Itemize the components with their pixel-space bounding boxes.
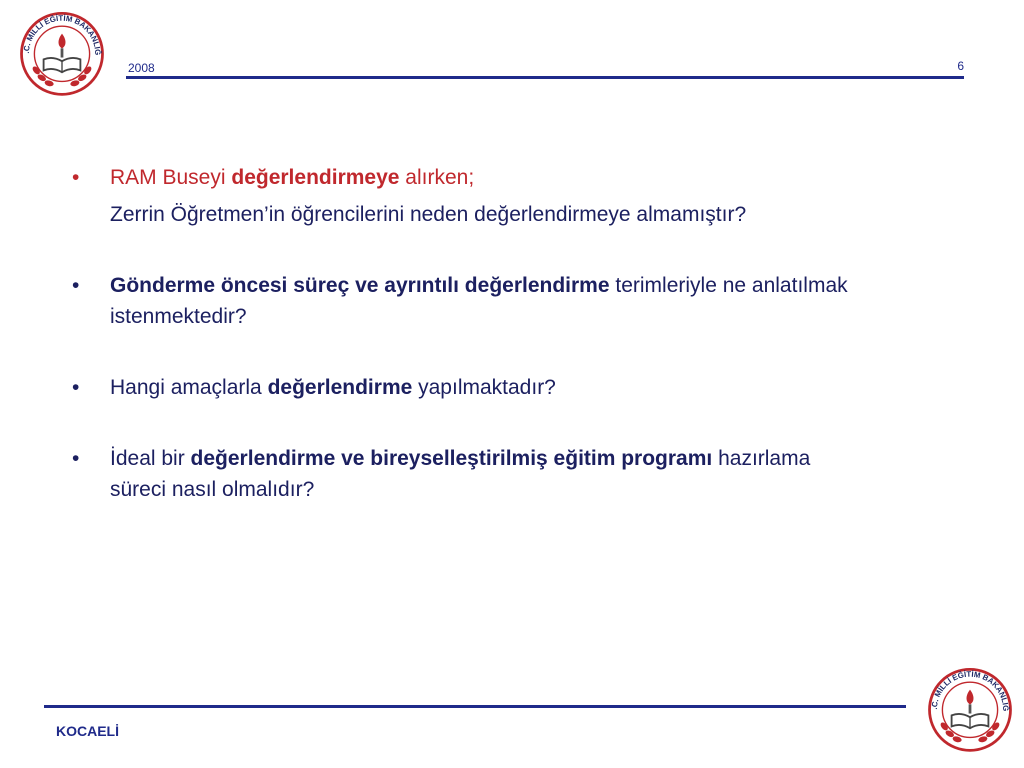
svg-text:T.C. MİLLİ EĞİTİM BAKANLIĞI: .C. MİLLİ EĞİTİM BAKANLIĞ	[929, 669, 1011, 712]
bullet-dot-icon: •	[72, 376, 80, 399]
bullet-item-3	[68, 372, 868, 403]
footer-divider	[44, 705, 906, 708]
header-divider	[126, 76, 964, 79]
bullet-item-4	[68, 443, 868, 505]
ministry-logo-top	[16, 6, 108, 98]
bullet-dot-icon: •	[72, 447, 80, 470]
page-number: 6	[957, 59, 964, 73]
bullet-1-subtext: Zerrin Öğretmen’in öğrencilerini neden değerlendirmeye almamıştır?	[110, 203, 747, 226]
header-year: 2008	[128, 61, 155, 75]
bullet-item-2	[68, 270, 868, 332]
bullet-4-bold: değerlendirme ve bireyselleştirilmiş eğitim programı	[190, 447, 713, 470]
ministry-logo-bottom	[924, 662, 1016, 754]
bullet-1-pre: RAM Buseyi	[110, 166, 232, 189]
ministry-emblem-icon	[924, 662, 1016, 754]
bullet-2-post: terimleriyle ne anlatılmak istenmektedir?	[110, 274, 848, 328]
bullet-1-post: alırken;	[399, 166, 475, 189]
bullet-4-post: hazırlama süreci nasıl olmalıdır?	[110, 447, 811, 501]
bullet-2-bold: Gönderme öncesi süreç ve ayrıntılı değerlendirme	[110, 274, 610, 297]
bullet-1-bold: değerlendirmeye	[231, 166, 400, 189]
bullet-item-1	[68, 162, 868, 193]
bullet-4-pre: İdeal bir	[110, 447, 191, 470]
bullet-dot-icon: •	[72, 274, 80, 297]
bullet-dot-icon: •	[72, 166, 80, 189]
slide-content	[68, 162, 868, 505]
ministry-emblem-icon	[16, 6, 108, 98]
bullet-3-pre: Hangi amaçlarla	[110, 376, 268, 399]
bullet-3-post: yapılmaktadır?	[412, 376, 556, 399]
bullet-3-bold: değerlendirme	[267, 376, 413, 399]
svg-text:T.C. MİLLİ EĞİTİM BAKANLIĞI: .C. MİLLİ EĞİTİM BAKANLIĞ	[21, 13, 103, 56]
footer-label: KOCAELİ	[56, 723, 119, 739]
